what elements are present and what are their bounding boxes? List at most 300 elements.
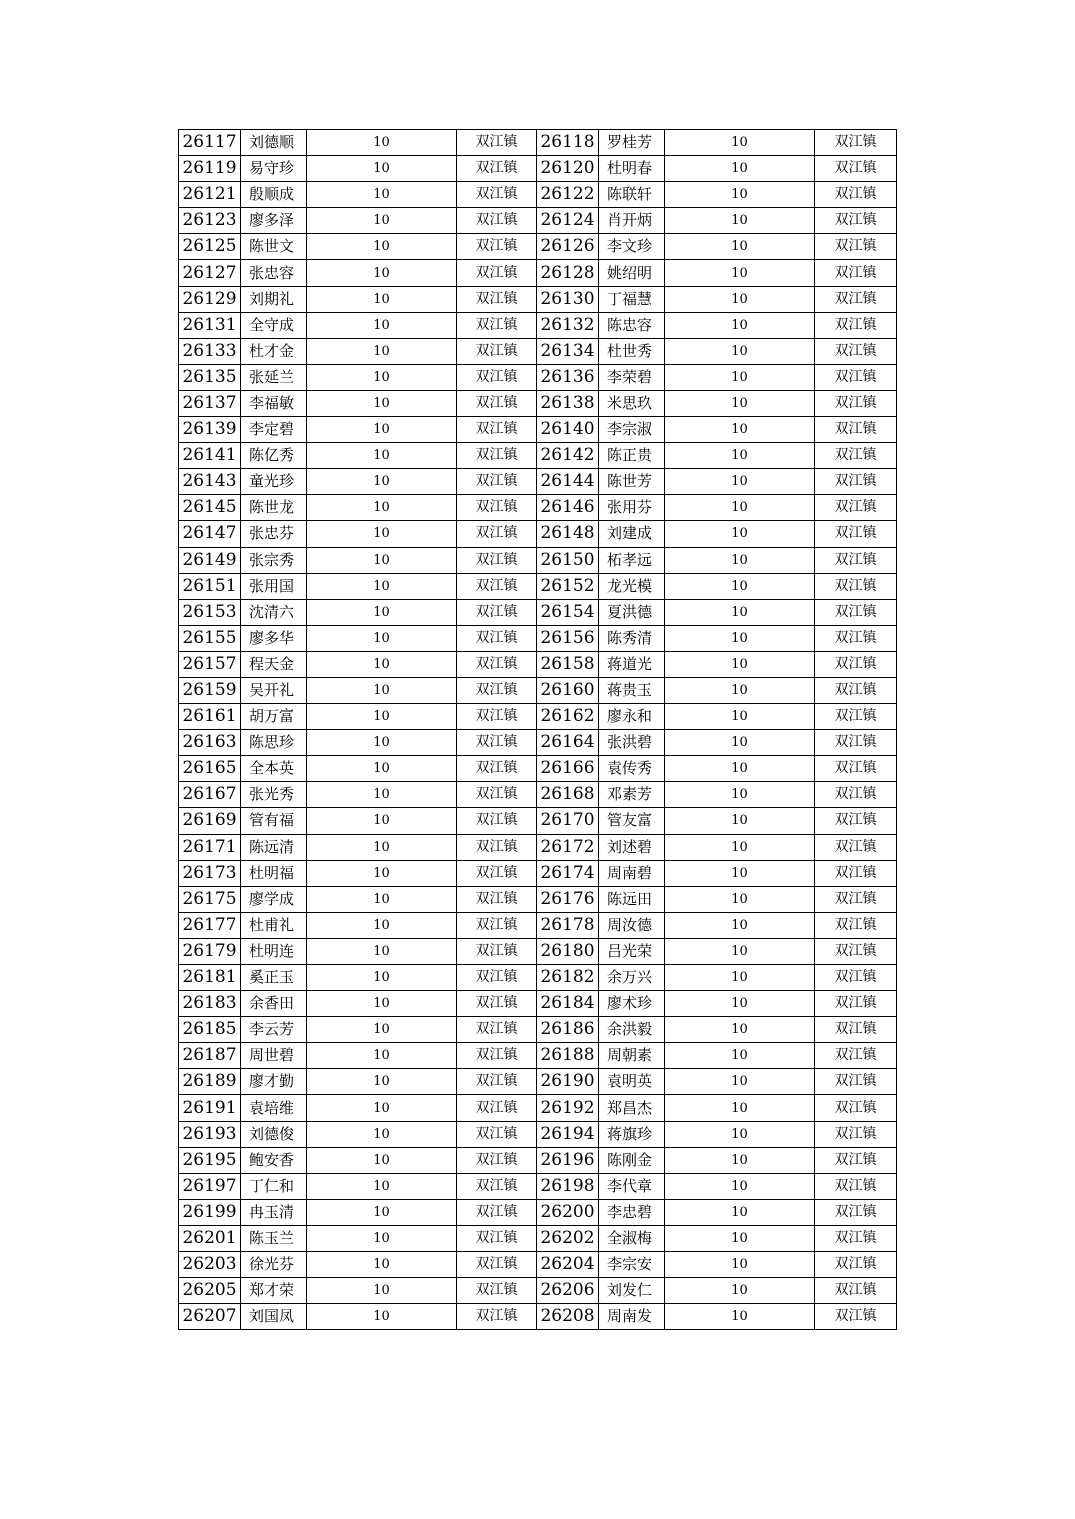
- town-cell: 双江镇: [457, 312, 537, 338]
- name-cell: 程天金: [241, 651, 307, 677]
- town-cell: 双江镇: [457, 443, 537, 469]
- record-id-cell: 26180: [537, 938, 599, 964]
- name-cell: 吴开礼: [241, 677, 307, 703]
- name-cell: 李宗安: [599, 1252, 665, 1278]
- record-id-cell: 26155: [179, 625, 241, 651]
- table-row: [179, 1304, 897, 1330]
- record-id-cell: 26149: [179, 547, 241, 573]
- name-cell: 张宗秀: [241, 547, 307, 573]
- amount-cell: 10: [307, 156, 457, 182]
- record-id-cell: 26117: [179, 130, 241, 156]
- amount-cell: 10: [665, 156, 815, 182]
- name-cell: 杜甫礼: [241, 912, 307, 938]
- town-cell: 双江镇: [815, 1225, 897, 1251]
- amount-cell: 10: [665, 130, 815, 156]
- amount-cell: 10: [665, 1252, 815, 1278]
- town-cell: 双江镇: [815, 234, 897, 260]
- amount-cell: 10: [307, 1095, 457, 1121]
- town-cell: 双江镇: [815, 208, 897, 234]
- roster-table: [178, 129, 897, 1330]
- table-row: [179, 730, 897, 756]
- record-id-cell: 26151: [179, 573, 241, 599]
- name-cell: 廖多泽: [241, 208, 307, 234]
- record-id-cell: 26193: [179, 1121, 241, 1147]
- table-row: [179, 1147, 897, 1173]
- record-id-cell: 26199: [179, 1199, 241, 1225]
- amount-cell: 10: [307, 756, 457, 782]
- record-id-cell: 26150: [537, 547, 599, 573]
- town-cell: 双江镇: [815, 965, 897, 991]
- amount-cell: 10: [307, 547, 457, 573]
- town-cell: 双江镇: [815, 938, 897, 964]
- record-id-cell: 26132: [537, 312, 599, 338]
- amount-cell: 10: [307, 208, 457, 234]
- record-id-cell: 26192: [537, 1095, 599, 1121]
- amount-cell: 10: [307, 364, 457, 390]
- name-cell: 刘述碧: [599, 834, 665, 860]
- amount-cell: 10: [307, 782, 457, 808]
- town-cell: 双江镇: [815, 260, 897, 286]
- town-cell: 双江镇: [815, 390, 897, 416]
- record-id-cell: 26129: [179, 286, 241, 312]
- amount-cell: 10: [665, 469, 815, 495]
- amount-cell: 10: [307, 495, 457, 521]
- town-cell: 双江镇: [457, 704, 537, 730]
- amount-cell: 10: [307, 234, 457, 260]
- town-cell: 双江镇: [815, 1252, 897, 1278]
- amount-cell: 10: [665, 860, 815, 886]
- town-cell: 双江镇: [815, 756, 897, 782]
- roster-table-body: [179, 130, 897, 1330]
- record-id-cell: 26177: [179, 912, 241, 938]
- record-id-cell: 26126: [537, 234, 599, 260]
- amount-cell: 10: [665, 651, 815, 677]
- amount-cell: 10: [307, 730, 457, 756]
- name-cell: 陈思珍: [241, 730, 307, 756]
- name-cell: 刘德顺: [241, 130, 307, 156]
- town-cell: 双江镇: [815, 1173, 897, 1199]
- amount-cell: 10: [307, 521, 457, 547]
- amount-cell: 10: [307, 599, 457, 625]
- name-cell: 陈世龙: [241, 495, 307, 521]
- record-id-cell: 26121: [179, 182, 241, 208]
- amount-cell: 10: [665, 704, 815, 730]
- name-cell: 陈世芳: [599, 469, 665, 495]
- amount-cell: 10: [665, 521, 815, 547]
- table-row: [179, 547, 897, 573]
- name-cell: 廖才勤: [241, 1069, 307, 1095]
- town-cell: 双江镇: [457, 1147, 537, 1173]
- town-cell: 双江镇: [457, 938, 537, 964]
- table-row: [179, 1121, 897, 1147]
- amount-cell: 10: [665, 965, 815, 991]
- name-cell: 冉玉清: [241, 1199, 307, 1225]
- table-row: [179, 521, 897, 547]
- town-cell: 双江镇: [457, 182, 537, 208]
- town-cell: 双江镇: [457, 965, 537, 991]
- name-cell: 殷顺成: [241, 182, 307, 208]
- record-id-cell: 26153: [179, 599, 241, 625]
- record-id-cell: 26191: [179, 1095, 241, 1121]
- name-cell: 袁培维: [241, 1095, 307, 1121]
- name-cell: 周世碧: [241, 1043, 307, 1069]
- name-cell: 郑昌杰: [599, 1095, 665, 1121]
- town-cell: 双江镇: [457, 1017, 537, 1043]
- record-id-cell: 26172: [537, 834, 599, 860]
- amount-cell: 10: [665, 1069, 815, 1095]
- record-id-cell: 26137: [179, 390, 241, 416]
- table-row: [179, 573, 897, 599]
- record-id-cell: 26184: [537, 991, 599, 1017]
- record-id-cell: 26175: [179, 886, 241, 912]
- town-cell: 双江镇: [457, 469, 537, 495]
- amount-cell: 10: [665, 443, 815, 469]
- town-cell: 双江镇: [815, 1121, 897, 1147]
- amount-cell: 10: [307, 573, 457, 599]
- amount-cell: 10: [307, 886, 457, 912]
- name-cell: 李忠碧: [599, 1199, 665, 1225]
- name-cell: 张洪碧: [599, 730, 665, 756]
- record-id-cell: 26200: [537, 1199, 599, 1225]
- town-cell: 双江镇: [457, 677, 537, 703]
- name-cell: 丁仁和: [241, 1173, 307, 1199]
- name-cell: 杜明春: [599, 156, 665, 182]
- amount-cell: 10: [665, 782, 815, 808]
- table-row: [179, 782, 897, 808]
- town-cell: 双江镇: [457, 364, 537, 390]
- record-id-cell: 26141: [179, 443, 241, 469]
- amount-cell: 10: [307, 1121, 457, 1147]
- town-cell: 双江镇: [815, 677, 897, 703]
- town-cell: 双江镇: [815, 1069, 897, 1095]
- name-cell: 张延兰: [241, 364, 307, 390]
- table-row: [179, 965, 897, 991]
- town-cell: 双江镇: [815, 808, 897, 834]
- name-cell: 徐光芬: [241, 1252, 307, 1278]
- town-cell: 双江镇: [457, 599, 537, 625]
- amount-cell: 10: [665, 208, 815, 234]
- town-cell: 双江镇: [457, 1095, 537, 1121]
- amount-cell: 10: [307, 1225, 457, 1251]
- record-id-cell: 26136: [537, 364, 599, 390]
- record-id-cell: 26152: [537, 573, 599, 599]
- amount-cell: 10: [307, 808, 457, 834]
- record-id-cell: 26182: [537, 965, 599, 991]
- table-row: [179, 338, 897, 364]
- town-cell: 双江镇: [815, 886, 897, 912]
- table-row: [179, 756, 897, 782]
- table-row: [179, 156, 897, 182]
- amount-cell: 10: [665, 182, 815, 208]
- record-id-cell: 26140: [537, 417, 599, 443]
- town-cell: 双江镇: [457, 130, 537, 156]
- record-id-cell: 26157: [179, 651, 241, 677]
- amount-cell: 10: [307, 260, 457, 286]
- record-id-cell: 26188: [537, 1043, 599, 1069]
- table-row: [179, 704, 897, 730]
- amount-cell: 10: [665, 677, 815, 703]
- town-cell: 双江镇: [457, 521, 537, 547]
- town-cell: 双江镇: [815, 130, 897, 156]
- amount-cell: 10: [665, 1095, 815, 1121]
- amount-cell: 10: [665, 991, 815, 1017]
- town-cell: 双江镇: [457, 1278, 537, 1304]
- name-cell: 陈亿秀: [241, 443, 307, 469]
- record-id-cell: 26204: [537, 1252, 599, 1278]
- record-id-cell: 26205: [179, 1278, 241, 1304]
- town-cell: 双江镇: [815, 1147, 897, 1173]
- name-cell: 廖永和: [599, 704, 665, 730]
- table-row: [179, 625, 897, 651]
- table-row: [179, 182, 897, 208]
- record-id-cell: 26208: [537, 1304, 599, 1330]
- record-id-cell: 26173: [179, 860, 241, 886]
- name-cell: 陈远田: [599, 886, 665, 912]
- amount-cell: 10: [665, 364, 815, 390]
- name-cell: 胡万富: [241, 704, 307, 730]
- name-cell: 李文珍: [599, 234, 665, 260]
- name-cell: 周朝素: [599, 1043, 665, 1069]
- table-row: [179, 417, 897, 443]
- name-cell: 李云芳: [241, 1017, 307, 1043]
- table-row: [179, 390, 897, 416]
- town-cell: 双江镇: [815, 1095, 897, 1121]
- town-cell: 双江镇: [815, 417, 897, 443]
- town-cell: 双江镇: [815, 521, 897, 547]
- record-id-cell: 26124: [537, 208, 599, 234]
- name-cell: 杜明连: [241, 938, 307, 964]
- name-cell: 刘期礼: [241, 286, 307, 312]
- record-id-cell: 26176: [537, 886, 599, 912]
- name-cell: 张用芬: [599, 495, 665, 521]
- town-cell: 双江镇: [815, 625, 897, 651]
- amount-cell: 10: [665, 1017, 815, 1043]
- record-id-cell: 26189: [179, 1069, 241, 1095]
- amount-cell: 10: [665, 1278, 815, 1304]
- amount-cell: 10: [307, 1173, 457, 1199]
- town-cell: 双江镇: [457, 860, 537, 886]
- record-id-cell: 26127: [179, 260, 241, 286]
- name-cell: 杜明福: [241, 860, 307, 886]
- name-cell: 陈联轩: [599, 182, 665, 208]
- amount-cell: 10: [665, 599, 815, 625]
- amount-cell: 10: [665, 1121, 815, 1147]
- record-id-cell: 26194: [537, 1121, 599, 1147]
- table-row: [179, 260, 897, 286]
- town-cell: 双江镇: [457, 808, 537, 834]
- record-id-cell: 26202: [537, 1225, 599, 1251]
- town-cell: 双江镇: [457, 886, 537, 912]
- name-cell: 丁福慧: [599, 286, 665, 312]
- town-cell: 双江镇: [457, 834, 537, 860]
- record-id-cell: 26187: [179, 1043, 241, 1069]
- record-id-cell: 26139: [179, 417, 241, 443]
- town-cell: 双江镇: [457, 234, 537, 260]
- record-id-cell: 26143: [179, 469, 241, 495]
- name-cell: 陈忠容: [599, 312, 665, 338]
- name-cell: 管有福: [241, 808, 307, 834]
- table-row: [179, 938, 897, 964]
- town-cell: 双江镇: [815, 704, 897, 730]
- amount-cell: 10: [307, 286, 457, 312]
- table-row: [179, 991, 897, 1017]
- amount-cell: 10: [665, 390, 815, 416]
- name-cell: 陈玉兰: [241, 1225, 307, 1251]
- amount-cell: 10: [665, 1173, 815, 1199]
- record-id-cell: 26158: [537, 651, 599, 677]
- town-cell: 双江镇: [457, 782, 537, 808]
- amount-cell: 10: [307, 1252, 457, 1278]
- table-row: [179, 1278, 897, 1304]
- name-cell: 刘发仁: [599, 1278, 665, 1304]
- record-id-cell: 26145: [179, 495, 241, 521]
- name-cell: 全淑梅: [599, 1225, 665, 1251]
- record-id-cell: 26163: [179, 730, 241, 756]
- amount-cell: 10: [307, 1043, 457, 1069]
- amount-cell: 10: [665, 1225, 815, 1251]
- town-cell: 双江镇: [457, 156, 537, 182]
- record-id-cell: 26164: [537, 730, 599, 756]
- table-row: [179, 834, 897, 860]
- record-id-cell: 26195: [179, 1147, 241, 1173]
- town-cell: 双江镇: [815, 860, 897, 886]
- amount-cell: 10: [665, 234, 815, 260]
- name-cell: 余香田: [241, 991, 307, 1017]
- record-id-cell: 26178: [537, 912, 599, 938]
- amount-cell: 10: [307, 991, 457, 1017]
- town-cell: 双江镇: [815, 991, 897, 1017]
- amount-cell: 10: [665, 547, 815, 573]
- town-cell: 双江镇: [815, 912, 897, 938]
- name-cell: 夏洪德: [599, 599, 665, 625]
- record-id-cell: 26166: [537, 756, 599, 782]
- name-cell: 张光秀: [241, 782, 307, 808]
- name-cell: 余洪毅: [599, 1017, 665, 1043]
- table-row: [179, 677, 897, 703]
- name-cell: 张忠芬: [241, 521, 307, 547]
- town-cell: 双江镇: [815, 834, 897, 860]
- record-id-cell: 26162: [537, 704, 599, 730]
- name-cell: 郑才荣: [241, 1278, 307, 1304]
- town-cell: 双江镇: [815, 469, 897, 495]
- town-cell: 双江镇: [457, 286, 537, 312]
- name-cell: 李荣碧: [599, 364, 665, 390]
- name-cell: 陈远清: [241, 834, 307, 860]
- name-cell: 余万兴: [599, 965, 665, 991]
- amount-cell: 10: [307, 704, 457, 730]
- name-cell: 陈秀清: [599, 625, 665, 651]
- town-cell: 双江镇: [457, 547, 537, 573]
- name-cell: 李定碧: [241, 417, 307, 443]
- amount-cell: 10: [665, 1199, 815, 1225]
- record-id-cell: 26138: [537, 390, 599, 416]
- name-cell: 周南碧: [599, 860, 665, 886]
- amount-cell: 10: [307, 338, 457, 364]
- name-cell: 蒋道光: [599, 651, 665, 677]
- town-cell: 双江镇: [815, 573, 897, 599]
- name-cell: 陈正贵: [599, 443, 665, 469]
- table-row: [179, 1173, 897, 1199]
- town-cell: 双江镇: [815, 286, 897, 312]
- town-cell: 双江镇: [457, 1225, 537, 1251]
- town-cell: 双江镇: [457, 651, 537, 677]
- town-cell: 双江镇: [457, 1121, 537, 1147]
- amount-cell: 10: [665, 260, 815, 286]
- record-id-cell: 26131: [179, 312, 241, 338]
- table-row: [179, 312, 897, 338]
- table-row: [179, 364, 897, 390]
- amount-cell: 10: [665, 338, 815, 364]
- table-row: [179, 1017, 897, 1043]
- name-cell: 管友富: [599, 808, 665, 834]
- town-cell: 双江镇: [457, 417, 537, 443]
- record-id-cell: 26198: [537, 1173, 599, 1199]
- town-cell: 双江镇: [457, 208, 537, 234]
- town-cell: 双江镇: [457, 1043, 537, 1069]
- name-cell: 龙光模: [599, 573, 665, 599]
- name-cell: 廖多华: [241, 625, 307, 651]
- amount-cell: 10: [307, 1199, 457, 1225]
- table-row: [179, 443, 897, 469]
- record-id-cell: 26142: [537, 443, 599, 469]
- town-cell: 双江镇: [815, 599, 897, 625]
- town-cell: 双江镇: [815, 495, 897, 521]
- name-cell: 邓素芳: [599, 782, 665, 808]
- table-row: [179, 1043, 897, 1069]
- name-cell: 张忠容: [241, 260, 307, 286]
- amount-cell: 10: [307, 469, 457, 495]
- record-id-cell: 26156: [537, 625, 599, 651]
- amount-cell: 10: [665, 730, 815, 756]
- name-cell: 李福敏: [241, 390, 307, 416]
- name-cell: 李代章: [599, 1173, 665, 1199]
- town-cell: 双江镇: [457, 625, 537, 651]
- table-row: [179, 495, 897, 521]
- record-id-cell: 26133: [179, 338, 241, 364]
- amount-cell: 10: [307, 677, 457, 703]
- town-cell: 双江镇: [815, 182, 897, 208]
- town-cell: 双江镇: [815, 547, 897, 573]
- amount-cell: 10: [307, 1147, 457, 1173]
- record-id-cell: 26144: [537, 469, 599, 495]
- amount-cell: 10: [307, 938, 457, 964]
- record-id-cell: 26171: [179, 834, 241, 860]
- town-cell: 双江镇: [457, 1199, 537, 1225]
- table-row: [179, 886, 897, 912]
- record-id-cell: 26122: [537, 182, 599, 208]
- town-cell: 双江镇: [815, 443, 897, 469]
- town-cell: 双江镇: [457, 1304, 537, 1330]
- amount-cell: 10: [665, 286, 815, 312]
- table-row: [179, 912, 897, 938]
- name-cell: 陈刚金: [599, 1147, 665, 1173]
- amount-cell: 10: [307, 417, 457, 443]
- town-cell: 双江镇: [815, 782, 897, 808]
- record-id-cell: 26154: [537, 599, 599, 625]
- table-row: [179, 130, 897, 156]
- record-id-cell: 26197: [179, 1173, 241, 1199]
- town-cell: 双江镇: [815, 651, 897, 677]
- record-id-cell: 26185: [179, 1017, 241, 1043]
- record-id-cell: 26165: [179, 756, 241, 782]
- record-id-cell: 26146: [537, 495, 599, 521]
- amount-cell: 10: [307, 1278, 457, 1304]
- name-cell: 柘孝远: [599, 547, 665, 573]
- amount-cell: 10: [665, 756, 815, 782]
- town-cell: 双江镇: [815, 1304, 897, 1330]
- name-cell: 全守成: [241, 312, 307, 338]
- town-cell: 双江镇: [457, 1069, 537, 1095]
